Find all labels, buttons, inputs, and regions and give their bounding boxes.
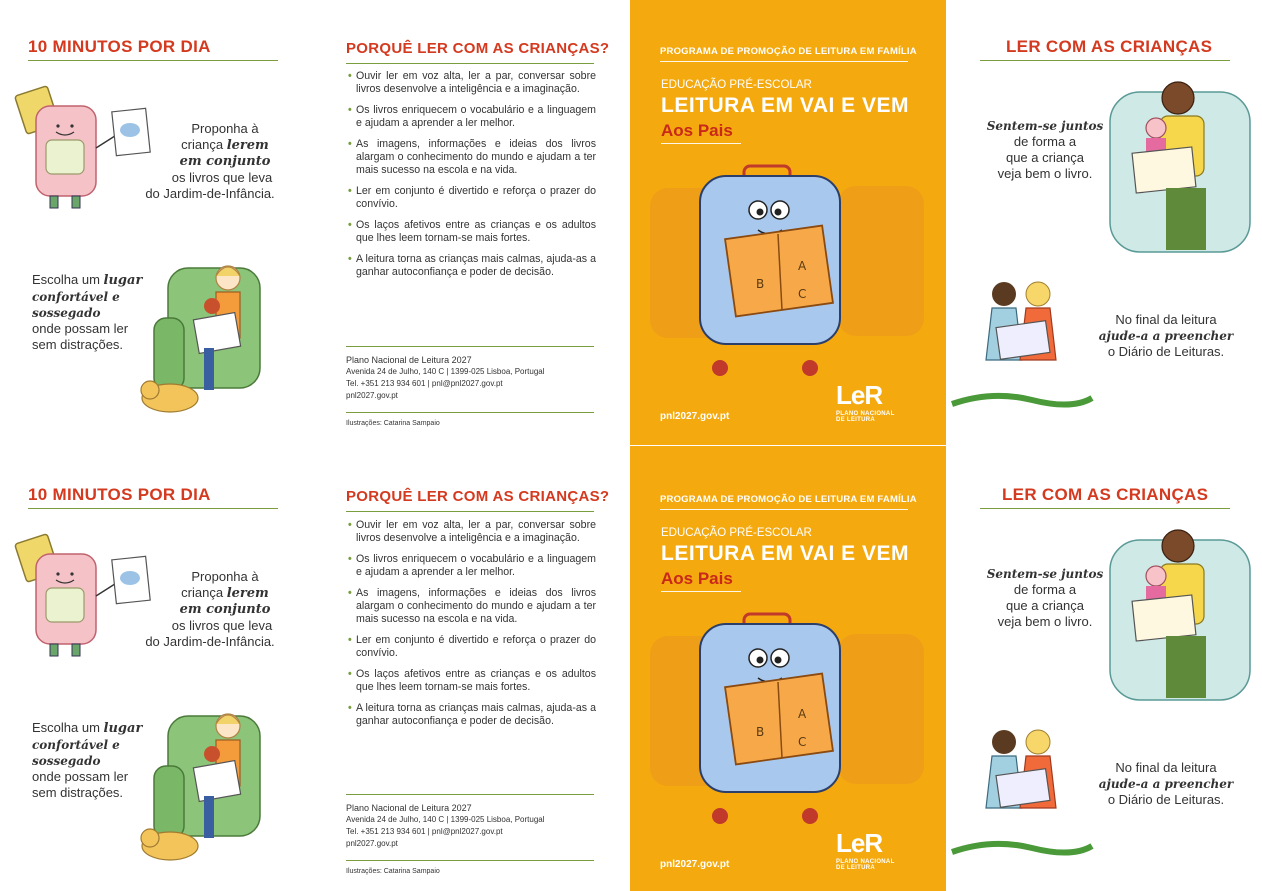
program-label: PROGRAMA DE PROMOÇÃO DE LEITURA EM FAMÍLIA xyxy=(660,494,917,505)
brochure-sheet-top xyxy=(0,0,1262,445)
tip-fill-diary: No final da leitura ajude-a a preencher o Diário de Leituras. xyxy=(1098,312,1234,359)
tip-fill-diary: No final da leitura ajude-a a preencher o Diário de Leituras. xyxy=(1098,760,1234,807)
list-item: • Ouvir ler em voz alta, ler a par, conversar sobre livros desenvolve a inteligência e a imaginação. xyxy=(348,70,596,96)
credits-rule xyxy=(346,860,594,861)
backpack-mascot-illustration xyxy=(648,158,928,388)
list-item: • Ouvir ler em voz alta, ler a par, conversar sobre livros desenvolve a inteligência e a imaginação. xyxy=(348,519,596,545)
title-rule xyxy=(28,508,278,509)
tip-read-together: Proponha à criança lerem em conjunto os livros que leva do Jardim-de-Infância. xyxy=(145,569,275,649)
cover-rule xyxy=(660,509,908,510)
subtitle-rule xyxy=(661,143,741,144)
panel-ten-minutes xyxy=(0,446,315,891)
panel-read-with-children xyxy=(946,446,1262,891)
pnl-logo: LeR PLANO NACIONAL DE LEITURA xyxy=(836,380,895,423)
panel-title: PORQUÊ LER COM AS CRIANÇAS? xyxy=(346,488,610,505)
book-letter-c: C xyxy=(798,287,807,301)
adult-child-reading-illustration xyxy=(1106,520,1256,710)
list-item: • A leitura torna as crianças mais calmas, ajuda-as a ganhar autoconfiança e poder de decisão. xyxy=(348,702,596,728)
tip-sit-together: Sentem-se juntos de forma a que a criança veja bem o livro. xyxy=(986,119,1104,181)
tip-sit-together: Sentem-se juntos de forma a que a criança veja bem o livro. xyxy=(986,567,1104,629)
cover-title: LEITURA EM VAI E VEM xyxy=(661,94,910,117)
list-item: • Os laços afetivos entre as crianças e os adultos que lhes leem tornam-se mais fortes. xyxy=(348,219,596,245)
brochure-sheet-bottom xyxy=(0,446,1262,891)
panel-title: LER COM AS CRIANÇAS xyxy=(1006,37,1213,56)
cover-rule xyxy=(660,61,908,62)
panel-title: 10 MINUTOS POR DIA xyxy=(28,37,211,56)
tip-comfortable-place: Escolha um lugar confortável e sossegado onde possam ler sem distrações. xyxy=(32,272,143,352)
book-letter-b: B xyxy=(756,277,765,291)
title-rule xyxy=(28,60,278,61)
list-item: • Ler em conjunto é divertido e reforça o prazer do convívio. xyxy=(348,634,596,660)
tip-read-together: Proponha à criança lerem em conjunto os livros que leva do Jardim-de-Infância. xyxy=(145,121,275,201)
tip-comfortable-place: Escolha um lugar confortável e sossegado onde possam ler sem distrações. xyxy=(32,720,143,800)
children-reading-illustration xyxy=(952,272,1092,412)
backpack-mascot-illustration xyxy=(648,606,928,836)
list-item: • As imagens, informações e ideias dos livros alargam o conhecimento do mundo e ajudam a ter mais sucesso na escola e na vida. xyxy=(348,587,596,626)
cover-url: pnl2027.gov.pt xyxy=(660,411,730,422)
cover-url: pnl2027.gov.pt xyxy=(660,859,730,870)
panel-cover xyxy=(630,0,946,445)
list-item: • Ler em conjunto é divertido e reforça o prazer do convívio. xyxy=(348,185,596,211)
footer-contact: Plano Nacional de Leitura 2027 Avenida 24 de Julho, 140 C | 1399-025 Lisboa, Portugal Tel. +351 213 934 601 | pnl@pnl2027.gov.pt pnl2027.gov.pt xyxy=(346,355,545,400)
list-item: • Os livros enriquecem o vocabulário e a linguagem e ajudam a aprender a ler melhor. xyxy=(348,104,596,130)
book-letter-a: A xyxy=(798,259,807,273)
pnl-logo: LeR PLANO NACIONAL DE LEITURA xyxy=(836,828,895,871)
panel-title: LER COM AS CRIANÇAS xyxy=(1002,485,1209,504)
title-rule xyxy=(980,508,1230,509)
panel-cover xyxy=(630,446,946,891)
education-level: EDUCAÇÃO PRÉ-ESCOLAR xyxy=(661,527,812,539)
panel-title: 10 MINUTOS POR DIA xyxy=(28,485,211,504)
list-item: • Os livros enriquecem o vocabulário e a linguagem e ajudam a aprender a ler melhor. xyxy=(348,553,596,579)
cover-title: LEITURA EM VAI E VEM xyxy=(661,542,910,565)
title-rule xyxy=(980,60,1230,61)
children-reading-illustration xyxy=(952,720,1092,860)
credits-rule xyxy=(346,412,594,413)
title-rule xyxy=(346,511,594,512)
footer-contact: Plano Nacional de Leitura 2027 Avenida 24 de Julho, 140 C | 1399-025 Lisboa, Portugal Tel. +351 213 934 601 | pnl@pnl2027.gov.pt pnl2027.gov.pt xyxy=(346,803,545,848)
panel-read-with-children xyxy=(946,0,1262,445)
list-item: • A leitura torna as crianças mais calmas, ajuda-as a ganhar autoconfiança e poder de decisão. xyxy=(348,253,596,279)
armchair-reading-illustration xyxy=(140,248,280,418)
subtitle-rule xyxy=(661,591,741,592)
adult-child-reading-illustration xyxy=(1106,72,1256,262)
panel-why-read xyxy=(316,0,631,445)
footer-rule xyxy=(346,794,594,795)
panel-ten-minutes xyxy=(0,0,315,445)
panel-title: PORQUÊ LER COM AS CRIANÇAS? xyxy=(346,40,610,57)
panel-why-read xyxy=(316,446,631,891)
reasons-list xyxy=(348,70,596,287)
illustration-credits: Ilustrações: Catarina Sampaio xyxy=(346,420,440,427)
cover-subtitle: Aos Pais xyxy=(661,569,733,588)
book-letter-a: A xyxy=(798,707,807,721)
title-rule xyxy=(346,63,594,64)
cover-subtitle: Aos Pais xyxy=(661,121,733,140)
illustration-credits: Ilustrações: Catarina Sampaio xyxy=(346,868,440,875)
footer-rule xyxy=(346,346,594,347)
program-label: PROGRAMA DE PROMOÇÃO DE LEITURA EM FAMÍLIA xyxy=(660,46,917,57)
book-letter-b: B xyxy=(756,725,765,739)
reasons-list xyxy=(348,519,596,736)
list-item: • As imagens, informações e ideias dos livros alargam o conhecimento do mundo e ajudam a ter mais sucesso na escola e na vida. xyxy=(348,138,596,177)
education-level: EDUCAÇÃO PRÉ-ESCOLAR xyxy=(661,79,812,91)
book-letter-c: C xyxy=(798,735,807,749)
list-item: • Os laços afetivos entre as crianças e os adultos que lhes leem tornam-se mais fortes. xyxy=(348,668,596,694)
armchair-reading-illustration xyxy=(140,696,280,866)
